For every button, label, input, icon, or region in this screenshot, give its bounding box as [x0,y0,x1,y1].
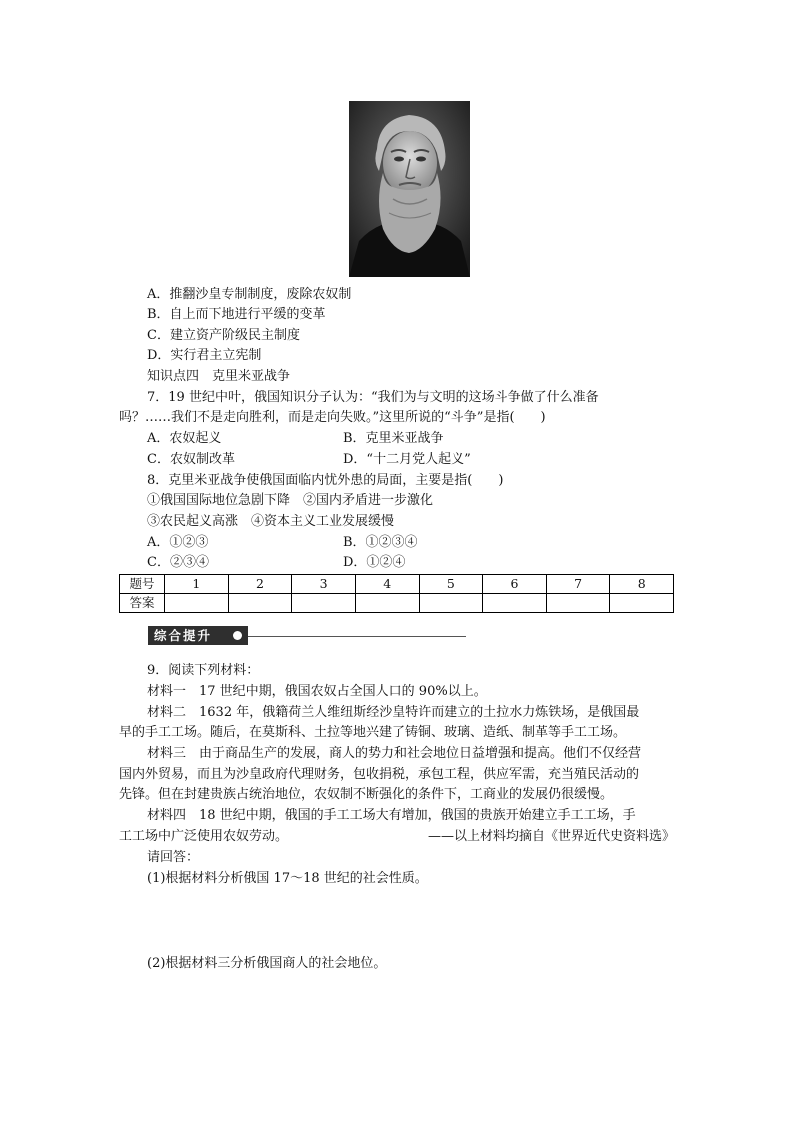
q7-option-b: B．克里米亚战争 [343,431,444,446]
answer-table-answer-row [120,594,674,613]
q8-statements-2: ③农民起义高涨 ④资本主义工业发展缓慢 [147,514,395,529]
material-source: ——以上材料均摘自《世界近代史资料选》 [428,829,676,844]
knowledge-point-heading: 知识点四 克里米亚战争 [147,369,291,384]
material-2-line1: 材料二 1632 年，俄籍荷兰人维纽斯经沙皇特许而建立的土拉水力炼铁场，是俄国最 [147,705,640,720]
material-1: 材料一 17 世纪中期，俄国农奴占全国人口的 90%以上。 [147,684,487,699]
q6-option-d: D．实行君主立宪制 [147,348,262,363]
section-divider [248,636,466,637]
question-number-cell: 5 [419,575,483,594]
answer-cell[interactable] [610,594,674,613]
answer-table [119,574,674,613]
material-4-line2: 工工场中广泛使用农奴劳动。 [119,829,289,844]
q9-intro: 9．阅读下列材料： [147,663,260,678]
answer-prompt: 请回答： [147,850,200,865]
question-number-cell: 6 [483,575,547,594]
q8-option-c: C．②③④ [147,555,209,570]
sub-question-2: (2)根据材料三分析俄国商人的社会地位。 [147,956,387,971]
q8-stem: 8．克里米亚战争使俄国面临内忧外患的局面，主要是指( ) [147,473,504,488]
question-number-cell: 3 [292,575,356,594]
material-4-line1: 材料四 18 世纪中期，俄国的手工工场大有增加，俄国的贵族开始建立手工工场，手 [147,808,636,823]
q7-option-a: A．农奴起义 [147,431,222,446]
answer-table-number-row [120,575,674,594]
material-2-line2: 早的手工工场。随后，在莫斯科、土拉等地兴建了铸铜、玻璃、造纸、制革等手工工场。 [119,725,627,740]
portrait-photo [349,101,470,277]
question-number-cell: 7 [546,575,610,594]
sub-question-1: (1)根据材料分析俄国 17～18 世纪的社会性质。 [147,871,428,886]
answer-cell[interactable] [355,594,419,613]
q6-option-c: C．建立资产阶级民主制度 [147,328,300,343]
question-number-cell: 2 [228,575,292,594]
answer-cell[interactable] [546,594,610,613]
question-number-header: 题号 [120,575,165,594]
question-number-cell: 1 [165,575,229,594]
question-number-cell: 8 [610,575,674,594]
answer-cell[interactable] [419,594,483,613]
q7-stem-line1: 7．19 世纪中叶，俄国知识分子认为：“我们为与文明的这场斗争做了什么准备 [147,390,599,405]
circle-bullet-icon [233,631,242,640]
q6-option-a: A．推翻沙皇专制制度，废除农奴制 [147,287,352,302]
answer-cell[interactable] [292,594,356,613]
section-banner [148,626,248,645]
q7-option-d: D．“十二月党人起义” [343,452,471,467]
answer-header: 答案 [120,594,165,613]
material-3-line1: 材料三 由于商品生产的发展，商人的势力和社会地位日益增强和提高。他们不仅经营 [147,746,642,761]
q7-stem-line2: 吗？……我们不是走向胜利，而是走向失败。”这里所说的“斗争”是指( ) [119,410,546,425]
answer-cell[interactable] [483,594,547,613]
q6-option-b: B．自上而下地进行平缓的变革 [147,307,326,322]
answer-cell[interactable] [165,594,229,613]
question-number-cell: 4 [355,575,419,594]
section-banner-label: 综合提升 [154,628,213,643]
q8-statements-1: ①俄国国际地位急剧下降 ②国内矛盾进一步激化 [147,493,434,508]
material-3-line3: 先锋。但在封建贵族占统治地位，农奴制不断强化的条件下，工商业的发展仍很缓慢。 [119,787,614,802]
q8-option-b: B．①②③④ [343,535,418,550]
q8-option-d: D．①②④ [343,555,406,570]
answer-cell[interactable] [228,594,292,613]
q8-option-a: A．①②③ [147,535,209,550]
material-3-line2: 国内外贸易，而且为沙皇政府代理财务，包收捐税，承包工程，供应军需，充当殖民活动的 [119,767,640,782]
q7-option-c: C．农奴制改革 [147,452,235,467]
